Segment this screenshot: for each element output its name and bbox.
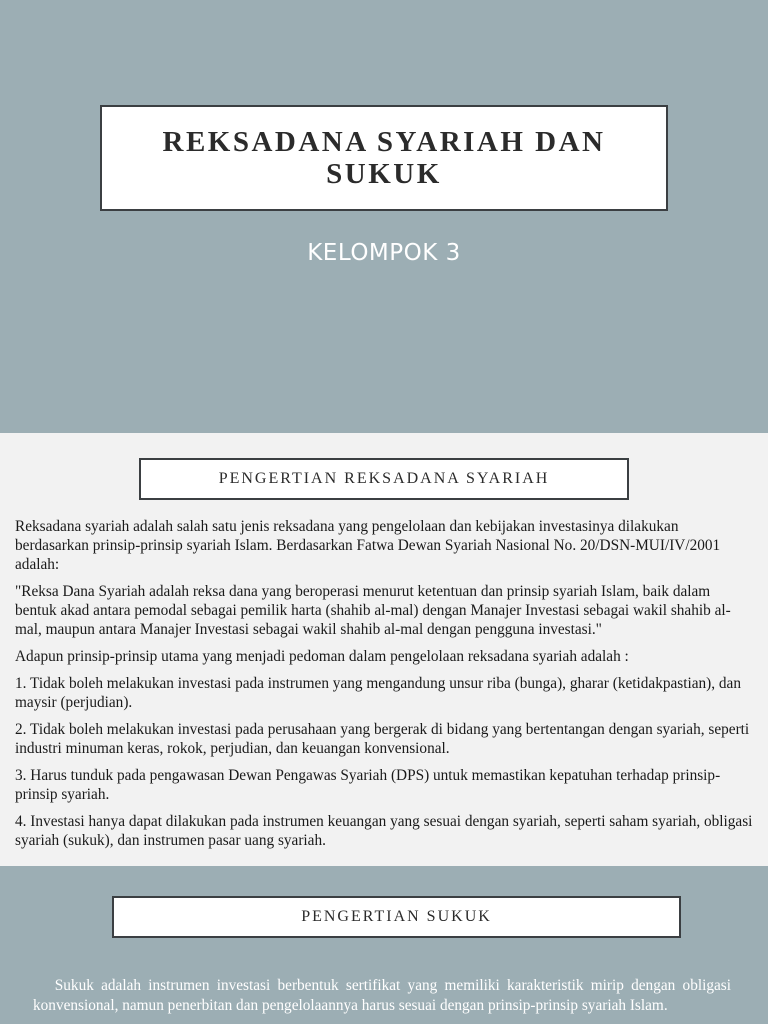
title-slide [0, 0, 768, 433]
reksadana-heading: PENGERTIAN REKSADANA SYARIAH [139, 458, 629, 500]
presentation-subtitle: KELOMPOK 3 [307, 240, 461, 266]
paragraph-principles-intro: Adapun prinsip-prinsip utama yang menjadi pedoman dalam pengelolaan reksadana syariah adalah : [15, 648, 629, 665]
sukuk-definition: Sukuk adalah instrumen investasi berbentuk sertifikat yang memiliki karakteristik mirip dengan obligasi konvensional, namun penerbitan dan pengelolaannya harus sesuai dengan prinsip-prinsip syariah Islam. [33, 977, 735, 1014]
title-box [100, 105, 668, 211]
sukuk-slide [0, 866, 768, 1024]
principle-item-2: 2. Tidak boleh melakukan investasi pada perusahaan yang bergerak di bidang yang bertentangan dengan syariah, seperti industri minuman keras, rokok, perjudian, dan keuangan konvensional. [15, 721, 750, 757]
paragraph-fatwa-quote: "Reksa Dana Syariah adalah reksa dana yang beroperasi menurut ketentuan dan prinsip syariah Islam, baik dalam bentuk akad antara pemodal sebagai pemilik harta (shahib al-mal) dengan Manajer Investasi sebagai wakil shahib al-mal, maupun antara Manajer Investasi sebagai wakil shahib al-mal dengan pengguna investasi." [15, 583, 731, 638]
principle-item-3: 3. Harus tunduk pada pengawasan Dewan Pengawas Syariah (DPS) untuk memastikan kepatuhan terhadap prinsip-prinsip syariah. [15, 767, 721, 803]
principle-item-4: 4. Investasi hanya dapat dilakukan pada instrumen keuangan yang sesuai dengan syariah, seperti saham syariah, obligasi syariah (sukuk), dan instrumen pasar uang syariah. [15, 813, 753, 849]
paragraph-definition: Reksadana syariah adalah salah satu jenis reksadana yang pengelolaan dan kebijakan investasinya dilakukan berdasarkan prinsip-prinsip syariah Islam. Berdasarkan Fatwa Dewan Syariah Nasional No. 20/DSN-MUI/IV/2001 adalah: [15, 518, 721, 573]
sukuk-heading: PENGERTIAN SUKUK [112, 896, 681, 938]
reksadana-content [15, 517, 755, 858]
reksadana-slide [0, 433, 768, 866]
presentation-title: REKSADANA SYARIAH DAN SUKUK [162, 126, 606, 190]
principle-item-1: 1. Tidak boleh melakukan investasi pada instrumen yang mengandung unsur riba (bunga), gharar (ketidakpastian), dan maysir (perjudian). [15, 675, 741, 711]
